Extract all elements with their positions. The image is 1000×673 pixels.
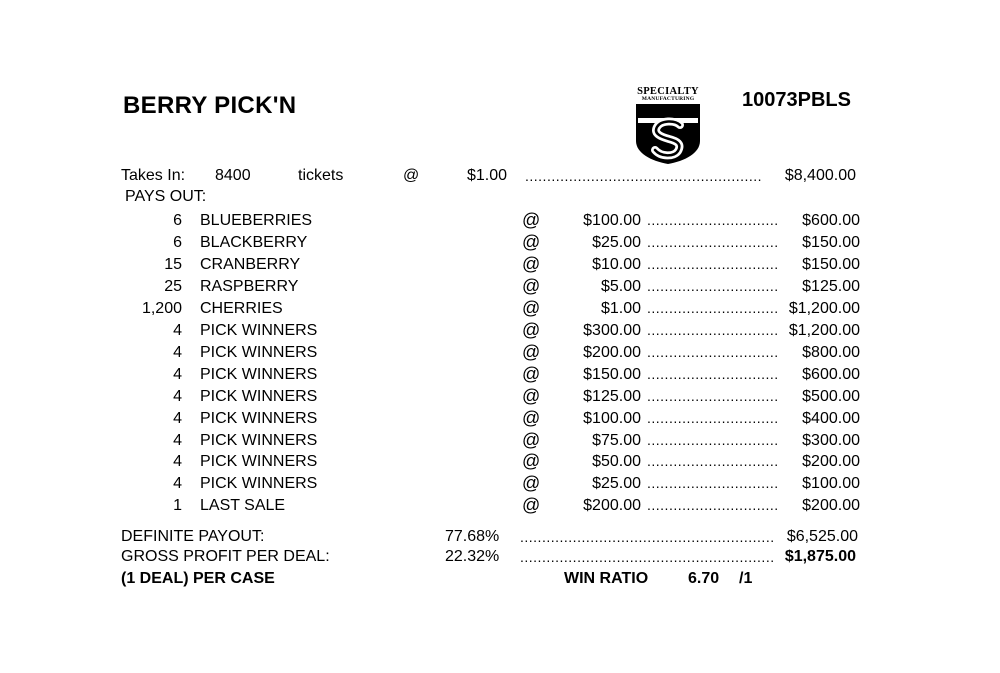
table-row: [0, 212, 1000, 234]
page-title: BERRY PICK'N: [123, 92, 297, 119]
row-at-symbol: @: [522, 429, 541, 450]
row-total: $300.00: [802, 431, 860, 449]
row-leader-dots: ..............................: [647, 255, 779, 272]
shield-s-icon: [635, 103, 701, 165]
row-quantity: 6: [173, 212, 182, 229]
row-prize-value: $100.00: [583, 212, 641, 229]
row-prize-name: RASPBERRY: [200, 277, 299, 295]
row-total: $100.00: [802, 475, 860, 493]
row-at-symbol: @: [522, 210, 541, 230]
gross-profit-percent: 22.32%: [445, 548, 500, 565]
row-prize-name: BLACKBERRY: [200, 233, 308, 251]
table-row: [0, 407, 1000, 432]
gross-profit-total: $1,875.00: [784, 548, 856, 565]
takes-in-count: 8400: [215, 167, 251, 184]
row-prize-name: PICK WINNERS: [200, 409, 318, 427]
row-prize-value: $25.00: [592, 475, 641, 493]
row-prize-name: BLUEBERRIES: [200, 212, 313, 229]
takes-in-price: $1.00: [467, 167, 508, 184]
row-prize-name: PICK WINNERS: [200, 387, 318, 405]
row-quantity: 15: [164, 255, 182, 273]
row-at-symbol: @: [522, 495, 541, 516]
row-at-symbol: @: [522, 297, 541, 318]
logo-line1: SPECIALTY: [637, 86, 699, 97]
gross-profit-label: GROSS PROFIT PER DEAL:: [121, 548, 330, 565]
definite-payout-dots: ..........................................................: [520, 529, 775, 545]
row-quantity: 4: [173, 453, 182, 471]
row-total: $150.00: [802, 255, 860, 273]
win-ratio-label: WIN RATIO: [564, 570, 649, 587]
row-total: $200.00: [802, 453, 860, 471]
pays-out-label: PAYS OUT:: [125, 188, 207, 205]
specialty-manufacturing-logo: [632, 86, 704, 166]
row-prize-name: PICK WINNERS: [200, 365, 318, 383]
gross-profit-dots: ..........................................................: [520, 549, 775, 565]
table-row: [0, 319, 1000, 344]
row-leader-dots: ..............................: [647, 299, 779, 316]
row-leader-dots: ..............................: [647, 431, 779, 448]
row-prize-value: $5.00: [600, 277, 641, 295]
row-leader-dots: ..............................: [647, 409, 779, 426]
row-quantity: 4: [173, 409, 182, 427]
row-total: $600.00: [802, 212, 860, 229]
row-quantity: 25: [164, 277, 182, 295]
row-total: $1,200.00: [788, 321, 860, 339]
row-leader-dots: ..............................: [647, 233, 779, 250]
row-total: $800.00: [802, 343, 860, 361]
row-leader-dots: ..............................: [647, 277, 779, 294]
takes-in-total: $8,400.00: [784, 167, 856, 184]
row-prize-name: PICK WINNERS: [200, 431, 318, 449]
takes-in-unit: tickets: [298, 167, 344, 184]
takes-in-dots: ......................................................: [525, 168, 763, 184]
row-prize-name: PICK WINNERS: [200, 343, 318, 361]
win-ratio-suffix: /1: [739, 570, 753, 587]
table-row: [0, 497, 1000, 519]
row-prize-value: $10.00: [592, 255, 641, 273]
row-at-symbol: @: [522, 451, 541, 472]
row-leader-dots: ..............................: [647, 453, 779, 470]
table-row: [0, 231, 1000, 256]
takes-in-at: @: [403, 167, 420, 184]
row-prize-name: CRANBERRY: [200, 255, 301, 273]
row-quantity: 4: [173, 321, 182, 339]
definite-payout-total: $6,525.00: [786, 528, 858, 545]
table-row: [0, 253, 1000, 278]
logo-line2: MANUFACTURING: [641, 96, 695, 102]
table-row: [0, 275, 1000, 300]
row-prize-name: PICK WINNERS: [200, 321, 318, 339]
row-leader-dots: ..............................: [647, 212, 779, 228]
row-leader-dots: ..............................: [647, 343, 779, 360]
row-at-symbol: @: [522, 363, 541, 384]
definite-payout-percent: 77.68%: [445, 528, 500, 545]
row-prize-value: $25.00: [592, 233, 641, 251]
row-at-symbol: @: [522, 231, 541, 252]
table-row: [0, 475, 1000, 497]
takes-in-label: Takes In:: [121, 167, 186, 184]
row-leader-dots: ..............................: [647, 321, 779, 338]
row-total: $400.00: [802, 409, 860, 427]
row-quantity: 1: [173, 497, 182, 515]
win-ratio-value: 6.70: [688, 570, 720, 587]
row-quantity: 4: [173, 365, 182, 383]
row-total: $125.00: [802, 277, 860, 295]
table-row: [0, 363, 1000, 388]
row-prize-name: PICK WINNERS: [200, 475, 318, 493]
row-at-symbol: @: [522, 319, 541, 340]
row-total: $150.00: [802, 233, 860, 251]
row-prize-name: PICK WINNERS: [200, 453, 318, 471]
row-quantity: 4: [173, 431, 182, 449]
row-at-symbol: @: [522, 407, 541, 428]
row-at-symbol: @: [522, 341, 541, 362]
row-prize-name: CHERRIES: [200, 299, 283, 317]
row-prize-value: $100.00: [583, 409, 641, 427]
row-leader-dots: ..............................: [647, 475, 779, 492]
row-at-symbol: @: [522, 473, 541, 494]
row-prize-value: $125.00: [583, 387, 641, 405]
row-leader-dots: ..............................: [647, 497, 779, 514]
deal-per-case-label: (1 DEAL) PER CASE: [121, 570, 275, 587]
row-prize-value: $200.00: [583, 343, 641, 361]
row-total: $1,200.00: [788, 299, 860, 317]
row-prize-value: $1.00: [600, 299, 641, 317]
row-total: $200.00: [802, 497, 860, 515]
table-row: [0, 453, 1000, 475]
row-prize-value: $50.00: [592, 453, 641, 471]
row-quantity: 4: [173, 343, 182, 361]
row-leader-dots: ..............................: [647, 387, 779, 404]
definite-payout-label: DEFINITE PAYOUT:: [121, 528, 265, 545]
row-at-symbol: @: [522, 275, 541, 296]
row-at-symbol: @: [522, 385, 541, 406]
row-quantity: 1,200: [141, 299, 182, 317]
row-total: $500.00: [802, 387, 860, 405]
row-at-symbol: @: [522, 253, 541, 274]
row-total: $600.00: [802, 365, 860, 383]
table-row: [0, 385, 1000, 410]
row-leader-dots: ..............................: [647, 365, 779, 382]
table-row: [0, 341, 1000, 366]
row-quantity: 4: [173, 475, 182, 493]
row-prize-value: $150.00: [583, 365, 641, 383]
row-prize-value: $75.00: [592, 431, 641, 449]
table-row: [0, 297, 1000, 322]
product-code: 10073PBLS: [742, 89, 851, 111]
row-prize-value: $300.00: [583, 321, 641, 339]
row-quantity: 4: [173, 387, 182, 405]
table-row: [0, 429, 1000, 454]
row-prize-name: LAST SALE: [200, 497, 286, 515]
row-prize-value: $200.00: [583, 497, 641, 515]
row-quantity: 6: [173, 233, 182, 251]
